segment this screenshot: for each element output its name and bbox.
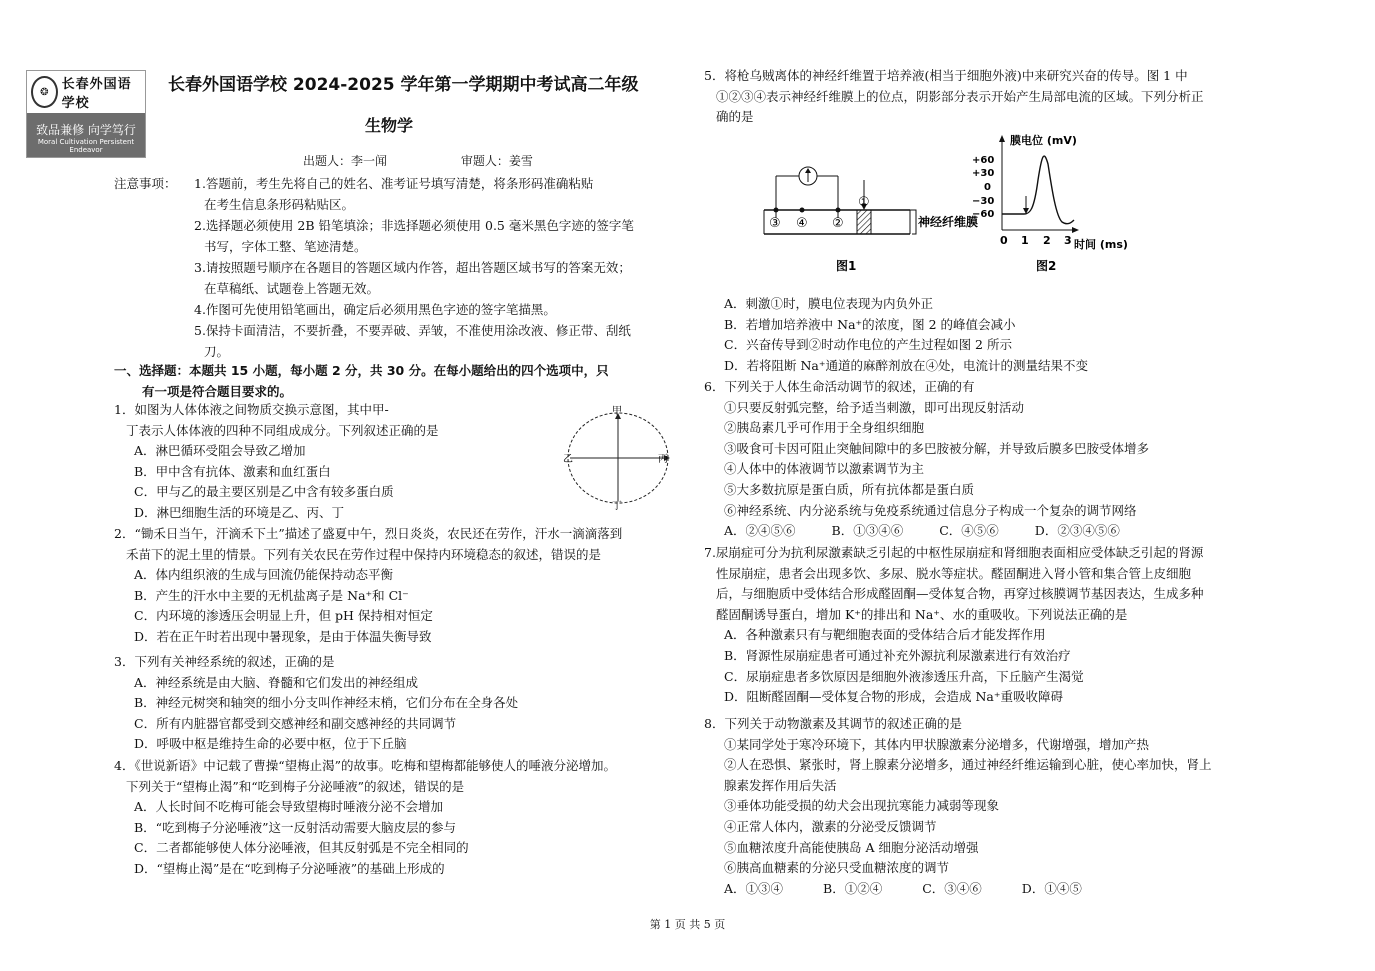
statement: ⑤血糖浓度升高能使胰岛 A 细胞分泌活动增强 — [724, 839, 979, 855]
option-d[interactable]: D．“望梅止渴”是在“吃到梅子分泌唾液”的基础上形成的 — [134, 860, 445, 876]
option-d[interactable]: D．若将阻断 Na⁺通道的麻醉剂放在④处，电流计的测量结果不变 — [724, 357, 1088, 373]
option-b[interactable]: B．“吃到梅子分泌唾液”这一反射活动需要大脑皮层的参与 — [134, 819, 456, 835]
label-yi: 乙 — [563, 454, 573, 465]
question-5-options — [704, 294, 1274, 376]
reviewer: 审题人：姜雪 — [460, 154, 533, 168]
option-b[interactable]: B．产生的汗水中主要的无机盐离子是 Na⁺和 Cl⁻ — [134, 587, 409, 603]
option-d[interactable]: D．若在正午时若出现中暑现象，是由于体温失衡导致 — [134, 628, 432, 644]
question-stem: 丁表示人体体液的四种不同组成成分。下列叙述正确的是 — [126, 422, 439, 438]
question-stem: 下列关于“望梅止渴”和“吃到梅子分泌唾液”的叙述，错误的是 — [126, 778, 465, 794]
question-7 — [704, 543, 1274, 708]
option-b[interactable]: B．甲中含有抗体、激素和血红蛋白 — [134, 463, 331, 479]
option-d[interactable]: D．②③④⑤⑥ — [1034, 523, 1120, 539]
ytick: +60 — [972, 155, 995, 166]
option-d[interactable]: D．①④⑤ — [1021, 880, 1082, 896]
question-stem: 禾苗下的泥土里的情景。下列有关农民在劳作过程中保持内环境稳态的叙述，错误的是 — [126, 546, 602, 562]
notice-line: 4.作图可先使用铅笔画出，确定后必须用黑色字迹的签字笔描黑。 — [194, 302, 556, 317]
option-b[interactable]: B．①③④⑥ — [831, 523, 904, 539]
question-stem: 后，与细胞质中受体结合形成醛固酮—受体复合物，再穿过核膜调节基因表达，生成多种 — [716, 586, 1204, 602]
point-2: ② — [832, 216, 844, 231]
option-c[interactable]: C．所有内脏器官都受到交感神经和副交感神经的共同调节 — [134, 715, 457, 731]
ytick: +30 — [972, 168, 995, 179]
exam-authors — [303, 152, 603, 169]
option-d[interactable]: D．阻断醛固酮—受体复合物的形成，会造成 Na⁺重吸收障碍 — [724, 689, 1063, 705]
question-6 — [704, 377, 1274, 542]
statement: ③吸食可卡因可阻止突触间隙中的多巴胺被分解，并导致后膜多巴胺受体增多 — [724, 440, 1150, 456]
question-stem: 3．下列有关神经系统的叙述，正确的是 — [114, 654, 335, 669]
question-stem: 6．下列关于人体生命活动调节的叙述，正确的有 — [704, 379, 975, 394]
logo-motto: 致品兼修 向学笃行 — [36, 123, 136, 137]
question-stem: 8．下列关于动物激素及其调节的叙述正确的是 — [704, 716, 962, 731]
notice-label: 注意事项： — [114, 176, 177, 191]
option-a[interactable]: A．体内组织液的生成与回流仍能保持动态平衡 — [134, 567, 394, 583]
notice-line: 书写，字体工整、笔迹清楚。 — [204, 239, 367, 254]
question-stem: ①②③④表示神经纤维膜上的位点，阴影部分表示开始产生局部电流的区域。下列分析正 — [716, 88, 1204, 104]
option-d[interactable]: D．呼吸中枢是维持生命的必要中枢，位于下丘脑 — [134, 736, 407, 752]
ytick: 0 — [984, 182, 991, 193]
option-b[interactable]: B．①②④ — [823, 880, 883, 896]
label-ding: 丁 — [612, 501, 622, 512]
notice-line: 1.答题前，考生先将自己的姓名、准考证号填写清楚，将条形码准确粘贴 — [194, 176, 594, 191]
option-b[interactable]: B．若增加培养液中 Na⁺的浓度，图 2 的峰值会减小 — [724, 316, 1016, 332]
setter: 出题人：李一闻 — [303, 154, 388, 168]
exam-subject: 生物学 — [365, 116, 414, 135]
question-stem: 2．“锄禾日当午，汗滴禾下土”描述了盛夏中午，烈日炎炎，农民还在劳作，汗水一滴滴落到 — [114, 526, 623, 541]
figure-1-caption: 图1 — [836, 259, 857, 273]
question-5 — [704, 66, 1274, 128]
question-4 — [114, 756, 684, 880]
question-stem: 性尿崩症，患者会出现多饮、多尿、脱水等症状。醛固酮进入肾小管和集合管上皮细胞 — [716, 565, 1192, 581]
point-3: ③ — [769, 216, 781, 231]
statement: ①只要反射弧完整，给予适当刺激，即可出现反射活动 — [724, 399, 1025, 415]
exam-title: 长春外国语学校 2024-2025 学年第一学期期中考试高二年级 — [168, 75, 639, 95]
notice-line: 3.请按照题号顺序在各题目的答题区域内作答，超出答题区域书写的答案无效； — [194, 260, 631, 275]
notice-line: 5.保持卡面清洁，不要折叠，不要弄破、弄皱，不准使用涂改液、修正带、刮纸 — [194, 323, 631, 338]
option-c[interactable]: C．尿崩症患者多饮原因是细胞外液渗透压升高，下丘脑产生渴觉 — [724, 668, 1084, 684]
option-a[interactable]: A．淋巴循环受阻会导致乙增加 — [134, 443, 306, 459]
section-line: 有一项是符合题目要求的。 — [142, 384, 293, 399]
membrane-label: 神经纤维膜 — [918, 215, 979, 229]
question-stem: 7.尿崩症可分为抗利尿激素缺乏引起的中枢性尿崩症和肾细胞表面相应受体缺乏引起的肾源 — [704, 545, 1204, 560]
option-a[interactable]: A．各种激素只有与靶细胞表面的受体结合后才能发挥作用 — [724, 627, 1046, 643]
question-stem: 5．将枪乌贼离体的神经纤维置于培养液(相当于细胞外液)中来研究兴奋的传导。图 1 中 — [704, 68, 1188, 83]
statement: ⑤大多数抗原是蛋白质，所有抗体都是蛋白质 — [724, 481, 975, 497]
statement: ⑥神经系统、内分泌系统与免疫系统通过信息分子构成一个复杂的调节网络 — [724, 502, 1137, 518]
figure-nerve-fiber — [760, 130, 1128, 280]
option-c[interactable]: C．内环境的渗透压会明显上升，但 pH 保持相对恒定 — [134, 608, 433, 624]
option-a[interactable]: A．②④⑤⑥ — [724, 523, 796, 539]
question-8 — [704, 714, 1274, 899]
statement: ②胰岛素几乎可作用于全身组织细胞 — [724, 420, 925, 436]
action-potential-curve — [1002, 156, 1074, 224]
option-b[interactable]: B．神经元树突和轴突的细小分支叫作神经末梢，它们分布在全身各处 — [134, 695, 519, 711]
notice-line: 在考生信息条形码粘贴区。 — [204, 197, 355, 212]
school-logo — [26, 70, 146, 158]
logo-school-name: 长春外国语学校 — [61, 77, 132, 111]
xtick: 1 — [1021, 234, 1029, 247]
statement: 腺素发挥作用后失活 — [724, 777, 837, 793]
xtick: 2 — [1043, 234, 1051, 247]
ytick: −60 — [972, 209, 995, 220]
option-c[interactable]: C．④⑤⑥ — [939, 523, 999, 539]
notice-block — [114, 173, 684, 362]
option-c[interactable]: C．兴奋传导到②时动作电位的产生过程如图 2 所示 — [724, 337, 1012, 353]
label-bing: 丙 — [658, 454, 668, 465]
option-c[interactable]: C．③④⑥ — [922, 880, 982, 896]
page-footer: 第 1 页 共 5 页 — [649, 918, 726, 931]
section-line: 一、选择题：本题共 15 小题，每小题 2 分，共 30 分。在每小题给出的四个选项中，只 — [114, 363, 609, 378]
statement: ①某同学处于寒冷环境下，其体内甲状腺激素分泌增多，代谢增强，增加产热 — [724, 736, 1150, 752]
fluid-exchange-diagram — [560, 405, 680, 510]
point-1: ① — [858, 195, 870, 210]
option-a[interactable]: A．刺激①时，膜电位表现为内负外正 — [724, 296, 934, 311]
notice-line: 在草稿纸、试题卷上答题无效。 — [204, 281, 380, 296]
label-jia: 甲 — [612, 406, 622, 417]
question-3 — [114, 652, 684, 755]
option-a[interactable]: A．①③④ — [724, 880, 784, 896]
statement: ⑥胰高血糖素的分泌只受血糖浓度的调节 — [724, 860, 950, 876]
option-c[interactable]: C．甲与乙的最主要区别是乙中含有较多蛋白质 — [134, 484, 394, 500]
fig2-ylabel: 膜电位 (mV) — [1010, 134, 1077, 147]
question-stem: 醛固酮诱导蛋白，增加 K⁺的排出和 Na⁺、水的重吸收。下列说法正确的是 — [716, 606, 1128, 622]
question-stem: 1．如图为人体体液之间物质交换示意图，其中甲- — [114, 402, 389, 417]
option-b[interactable]: B．肾源性尿崩症患者可通过补充外源抗利尿激素进行有效治疗 — [724, 647, 1071, 663]
statement: ④正常人体内，激素的分泌受反馈调节 — [724, 818, 937, 834]
xtick: 0 — [1000, 234, 1008, 247]
statement: ③垂体功能受损的幼犬会出现抗寒能力减弱等现象 — [724, 798, 1000, 814]
logo-motto-en: Moral Cultivation Persistent Endeavor — [37, 138, 135, 154]
point-4: ④ — [796, 216, 808, 231]
option-a[interactable]: A．神经系统是由大脑、脊髓和它们发出的神经组成 — [134, 674, 419, 690]
notice-line: 刀。 — [204, 344, 230, 359]
question-stem: 4．《世说新语》中记载了曹操“望梅止渴”的故事。吃梅和望梅都能够使人的唾液分泌增加。 — [114, 758, 616, 773]
ytick: −30 — [972, 196, 995, 207]
xtick: 3 — [1064, 234, 1072, 247]
notice-line: 2.选择题必须使用 2B 铅笔填涂；非选择题必须使用 0.5 毫米黑色字迹的签字笔 — [194, 218, 634, 233]
option-c[interactable]: C．二者都能够使人体分泌唾液，但其反射弧是不完全相同的 — [134, 840, 469, 856]
figure-2-caption: 图2 — [1036, 259, 1057, 273]
option-a[interactable]: A．人长时间不吃梅可能会导致望梅时唾液分泌不会增加 — [134, 799, 444, 815]
option-d[interactable]: D．淋巴细胞生活的环境是乙、丙、丁 — [134, 504, 345, 520]
school-seal-icon: ❂ — [31, 76, 58, 108]
section-heading — [114, 360, 680, 402]
statement: ④人体中的体液调节以激素调节为主 — [724, 461, 925, 477]
question-stem: 确的是 — [716, 109, 754, 125]
question-2 — [114, 524, 684, 648]
statement: ②人在恐惧、紧张时，肾上腺素分泌增多，通过神经纤维运输到心脏，使心率加快，肾上 — [724, 757, 1212, 773]
fig2-xlabel: 时间 (ms) — [1074, 238, 1128, 251]
